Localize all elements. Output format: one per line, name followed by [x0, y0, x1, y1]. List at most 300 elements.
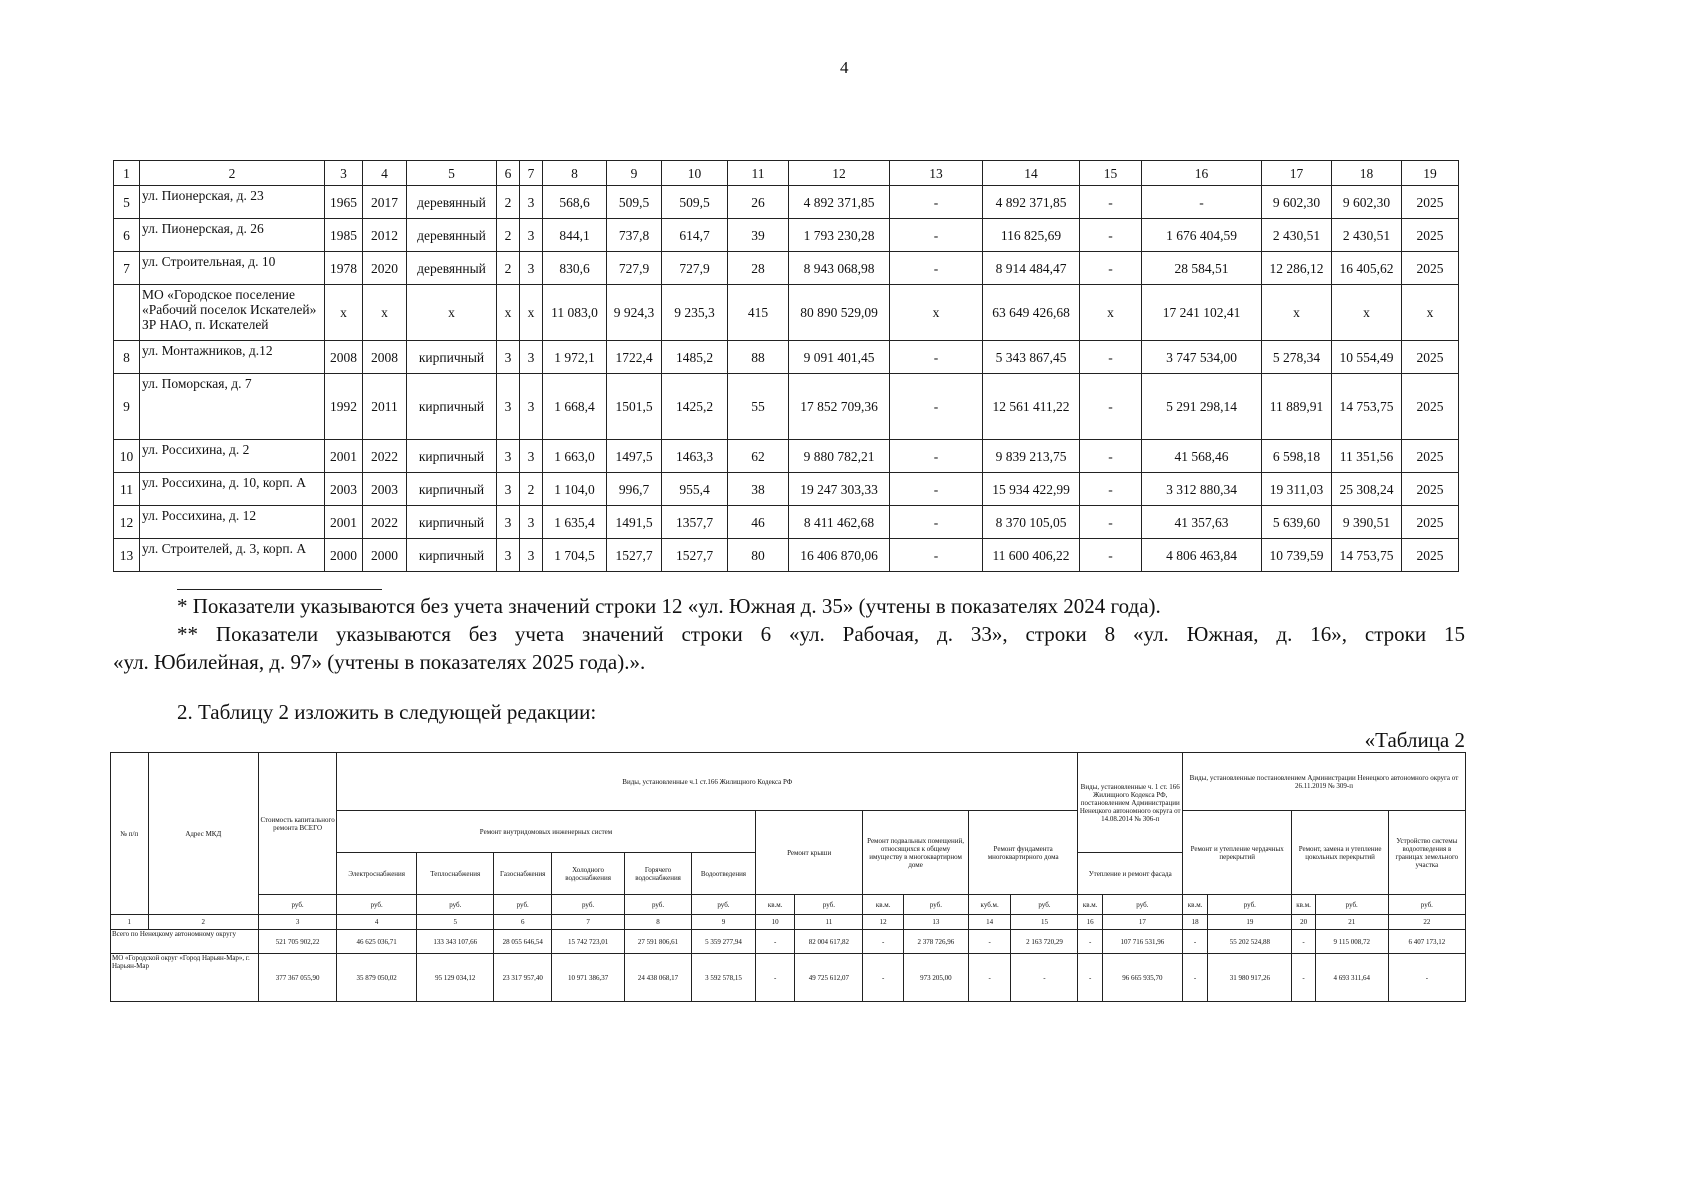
table-cell: 16 406 870,06 — [789, 539, 890, 572]
table-cell: МО «Городской округ «Город Нарьян-Мар», г. Нарьян-Мар — [111, 954, 259, 1002]
table-cell: 844,1 — [543, 219, 607, 252]
table-cell: 2025 — [1402, 440, 1459, 473]
table-cell: 95 129 034,12 — [417, 954, 494, 1002]
column-number-cell: 6 — [494, 915, 552, 930]
table-cell: 26 — [728, 186, 789, 219]
table-cell: 3 312 880,34 — [1142, 473, 1262, 506]
table-cell: 6 598,18 — [1262, 440, 1332, 473]
table-cell: 8 411 462,68 — [789, 506, 890, 539]
table-cell: 62 — [728, 440, 789, 473]
table-cell: 1527,7 — [607, 539, 662, 572]
table-cell: 377 367 055,90 — [259, 954, 337, 1002]
table-cell: 1 668,4 — [543, 374, 607, 440]
unit-cell: руб. — [903, 895, 968, 915]
table-cell: 2022 — [363, 440, 407, 473]
table-cell: 3 — [497, 506, 520, 539]
table-2-numbers-row — [111, 915, 1466, 930]
table-cell: 4 892 371,85 — [983, 186, 1080, 219]
table-cell: 2008 — [363, 341, 407, 374]
table-1-col-number: 3 — [325, 161, 363, 186]
table-cell: ул. Россихина, д. 10, корп. А — [140, 473, 325, 506]
table-cell: 6 407 173,12 — [1388, 930, 1465, 954]
table-cell: 1 104,0 — [543, 473, 607, 506]
table-cell: кирпичный — [407, 440, 497, 473]
table-row — [114, 285, 1459, 341]
th-basement: Ремонт подвальных помещений, относящихся к общему имуществу в многоквартирном доме — [863, 811, 968, 895]
table-cell: - — [1080, 374, 1142, 440]
table-cell: - — [1080, 539, 1142, 572]
table-cell: 2 — [520, 473, 543, 506]
table-cell: 3 — [497, 539, 520, 572]
table-cell: 24 438 068,17 — [625, 954, 692, 1002]
table-cell: - — [968, 954, 1011, 1002]
table-cell: x — [1080, 285, 1142, 341]
th-sub-cold-water: Холодного водоснабжения — [552, 853, 625, 895]
table-cell: 14 753,75 — [1332, 374, 1402, 440]
table-cell: - — [1011, 954, 1078, 1002]
column-number-cell: 17 — [1102, 915, 1182, 930]
table-cell: 2025 — [1402, 506, 1459, 539]
table-cell: - — [863, 930, 904, 954]
table-cell: 31 980 917,26 — [1208, 954, 1292, 1002]
table-cell: 2001 — [325, 506, 363, 539]
column-number-cell: 22 — [1388, 915, 1465, 930]
table-1-col-number: 16 — [1142, 161, 1262, 186]
th-roof: Ремонт крыши — [755, 811, 862, 895]
table-cell: ул. Пионерская, д. 26 — [140, 219, 325, 252]
table-cell: 10 739,59 — [1262, 539, 1332, 572]
table-cell: ул. Россихина, д. 12 — [140, 506, 325, 539]
table-cell: 8 914 484,47 — [983, 252, 1080, 285]
table-cell — [114, 285, 140, 341]
table-row — [114, 219, 1459, 252]
table-cell: 1497,5 — [607, 440, 662, 473]
unit-cell: кв.м. — [863, 895, 904, 915]
th-sub-hot-water: Горячего водоснабжения — [625, 853, 692, 895]
table-cell: 737,8 — [607, 219, 662, 252]
table-cell: 19 247 303,33 — [789, 473, 890, 506]
table-cell: 727,9 — [662, 252, 728, 285]
table-cell: 2025 — [1402, 219, 1459, 252]
table-cell: - — [1142, 186, 1262, 219]
table-cell: 1463,3 — [662, 440, 728, 473]
column-number-cell: 10 — [755, 915, 795, 930]
table-cell: 5 343 867,45 — [983, 341, 1080, 374]
column-number-cell: 11 — [795, 915, 863, 930]
th-drainage: Устройство системы водоотведения в границах земельного участка — [1388, 811, 1465, 895]
footnote-2-line-2: «ул. Юбилейная, д. 97» (учтены в показателях 2025 года).». — [113, 650, 646, 674]
th-sub-heat: Теплоснабжения — [417, 853, 494, 895]
unit-cell: руб. — [259, 895, 337, 915]
unit-cell: руб. — [552, 895, 625, 915]
table-cell: - — [1080, 186, 1142, 219]
table-cell: 9 924,3 — [607, 285, 662, 341]
table-cell: 15 742 723,01 — [552, 930, 625, 954]
table-cell: 996,7 — [607, 473, 662, 506]
table-cell: 1501,5 — [607, 374, 662, 440]
table-cell: 12 286,12 — [1262, 252, 1332, 285]
table-cell: кирпичный — [407, 341, 497, 374]
table-cell: ул. Пионерская, д. 23 — [140, 186, 325, 219]
table-cell: 2025 — [1402, 186, 1459, 219]
table-cell: 2 — [497, 219, 520, 252]
table-cell: 1978 — [325, 252, 363, 285]
table-cell: 11 600 406,22 — [983, 539, 1080, 572]
table-cell: 3 — [497, 440, 520, 473]
table-cell: 9 602,30 — [1332, 186, 1402, 219]
table-row — [114, 186, 1459, 219]
th-sub-gas: Газоснабжения — [494, 853, 552, 895]
table-cell: 2011 — [363, 374, 407, 440]
table-cell: 2017 — [363, 186, 407, 219]
table-cell: 2 163 720,29 — [1011, 930, 1078, 954]
table-cell: 1 972,1 — [543, 341, 607, 374]
table-cell: 10 — [114, 440, 140, 473]
table-cell: - — [1292, 954, 1315, 1002]
table-1-col-number: 4 — [363, 161, 407, 186]
unit-cell: руб. — [1011, 895, 1078, 915]
table-cell: 82 004 617,82 — [795, 930, 863, 954]
table-cell: 63 649 426,68 — [983, 285, 1080, 341]
table-1-col-number: 6 — [497, 161, 520, 186]
table-cell: 17 852 709,36 — [789, 374, 890, 440]
table-cell: - — [890, 186, 983, 219]
table-cell: 3 — [497, 473, 520, 506]
column-number-cell: 18 — [1182, 915, 1207, 930]
table-cell: - — [968, 930, 1011, 954]
table-cell: - — [890, 219, 983, 252]
th-foundation: Ремонт фундамента многоквартирного дома — [968, 811, 1078, 895]
table-cell: 107 716 531,96 — [1102, 930, 1182, 954]
th-sub-electric: Электроснабжения — [337, 853, 417, 895]
table-1-col-number: 1 — [114, 161, 140, 186]
table-2-units-row — [111, 895, 1466, 915]
table-cell: 38 — [728, 473, 789, 506]
column-number-cell: 4 — [337, 915, 417, 930]
table-cell: - — [1388, 954, 1465, 1002]
table-row — [114, 374, 1459, 440]
table-cell: 5 278,34 — [1262, 341, 1332, 374]
th-cellar: Ремонт, замена и утепление цокольных перекрытий — [1292, 811, 1388, 895]
table-cell: - — [1182, 930, 1207, 954]
table-1-col-number: 10 — [662, 161, 728, 186]
unit-cell: руб. — [1102, 895, 1182, 915]
unit-cell: руб. — [1315, 895, 1388, 915]
table-cell: ул. Строительная, д. 10 — [140, 252, 325, 285]
table-cell: 9 — [114, 374, 140, 440]
column-number-cell: 5 — [417, 915, 494, 930]
table-row — [111, 954, 1466, 1002]
table-cell: 3 — [497, 341, 520, 374]
instruction-text: 2. Таблицу 2 изложить в следующей редакции: — [177, 700, 597, 724]
table-cell: 8 — [114, 341, 140, 374]
column-number-cell: 13 — [903, 915, 968, 930]
table-cell: 7 — [114, 252, 140, 285]
footnote-rule — [177, 589, 382, 590]
table-cell: - — [1080, 219, 1142, 252]
table-cell: 2000 — [363, 539, 407, 572]
table-cell: 55 202 524,88 — [1208, 930, 1292, 954]
th-sub-drain: Водоотведения — [692, 853, 756, 895]
unit-cell: кв.м. — [1292, 895, 1315, 915]
table-cell: ул. Монтажников, д.12 — [140, 341, 325, 374]
table-cell: 3 592 578,15 — [692, 954, 756, 1002]
table-cell: - — [755, 954, 795, 1002]
table-cell: 3 — [520, 341, 543, 374]
table-cell: 14 753,75 — [1332, 539, 1402, 572]
table-1-col-number: 18 — [1332, 161, 1402, 186]
footnote-1: * Показатели указываются без учета значений строки 12 «ул. Южная д. 35» (учтены в показателях 2024 года). — [177, 594, 1161, 618]
table-cell: 3 — [520, 440, 543, 473]
table-cell: 2 378 726,96 — [903, 930, 968, 954]
table-cell: x — [497, 285, 520, 341]
table-cell: 2 — [497, 252, 520, 285]
table-cell: - — [890, 252, 983, 285]
table-row — [114, 341, 1459, 374]
table-cell: 1425,2 — [662, 374, 728, 440]
table-cell: 3 — [520, 252, 543, 285]
unit-cell: руб. — [494, 895, 552, 915]
table-row — [114, 252, 1459, 285]
table-cell: 1527,7 — [662, 539, 728, 572]
table-1-col-number: 12 — [789, 161, 890, 186]
unit-cell: руб. — [795, 895, 863, 915]
table-cell: 9 839 213,75 — [983, 440, 1080, 473]
table-cell: 2003 — [325, 473, 363, 506]
unit-cell: руб. — [625, 895, 692, 915]
table-1-col-number: 14 — [983, 161, 1080, 186]
table-row — [111, 930, 1466, 954]
th-group-2: Виды, установленные ч. 1 ст. 166 Жилищного Кодекса РФ, постановлением Администрации Ненецкого автономного округа от 14.08.2014 № 306-п — [1078, 753, 1182, 853]
unit-cell: руб. — [337, 895, 417, 915]
table-cell: 2025 — [1402, 473, 1459, 506]
table-cell: 4 806 463,84 — [1142, 539, 1262, 572]
table-cell: 96 665 935,70 — [1102, 954, 1182, 1002]
th-num: № п/п — [111, 753, 149, 915]
table-cell: 1357,7 — [662, 506, 728, 539]
table-cell: 35 879 050,02 — [337, 954, 417, 1002]
table-cell: 5 639,60 — [1262, 506, 1332, 539]
column-number-cell: 3 — [259, 915, 337, 930]
table-cell: деревянный — [407, 252, 497, 285]
th-group-1: Виды, установленные ч.1 ст.166 Жилищного Кодекса РФ — [337, 753, 1078, 811]
table-cell: 12 — [114, 506, 140, 539]
table-cell: 41 568,46 — [1142, 440, 1262, 473]
table-cell: 49 725 612,07 — [795, 954, 863, 1002]
table-cell: 8 370 105,05 — [983, 506, 1080, 539]
table-cell: 2025 — [1402, 252, 1459, 285]
table-cell: - — [1080, 440, 1142, 473]
table-cell: 3 — [520, 539, 543, 572]
table-cell: x — [1332, 285, 1402, 341]
table-row — [114, 440, 1459, 473]
table-cell: 1 635,4 — [543, 506, 607, 539]
table-cell: - — [1080, 473, 1142, 506]
table-cell: кирпичный — [407, 473, 497, 506]
table-cell: 509,5 — [662, 186, 728, 219]
table-1-col-number: 13 — [890, 161, 983, 186]
table-cell: 6 — [114, 219, 140, 252]
table-cell: кирпичный — [407, 506, 497, 539]
column-number-cell: 21 — [1315, 915, 1388, 930]
table-cell: 80 — [728, 539, 789, 572]
table-cell: 614,7 — [662, 219, 728, 252]
table-cell: деревянный — [407, 186, 497, 219]
table-cell: 4 892 371,85 — [789, 186, 890, 219]
table-cell: ул. Строителей, д. 3, корп. А — [140, 539, 325, 572]
column-number-cell: 19 — [1208, 915, 1292, 930]
table-cell: - — [1080, 341, 1142, 374]
table-cell: 1491,5 — [607, 506, 662, 539]
column-number-cell: 16 — [1078, 915, 1102, 930]
th-facade: Утепление и ремонт фасада — [1078, 853, 1182, 895]
column-number-cell: 12 — [863, 915, 904, 930]
table-cell: 955,4 — [662, 473, 728, 506]
table-cell: - — [1078, 930, 1102, 954]
table-cell: 1 676 404,59 — [1142, 219, 1262, 252]
table-1 — [113, 160, 1459, 572]
table-cell: - — [1292, 930, 1315, 954]
table-cell: 12 561 411,22 — [983, 374, 1080, 440]
table-cell: 15 934 422,99 — [983, 473, 1080, 506]
table-cell: 2 430,51 — [1332, 219, 1402, 252]
table-cell: 509,5 — [607, 186, 662, 219]
table-cell: 1 663,0 — [543, 440, 607, 473]
table-cell: 1985 — [325, 219, 363, 252]
table-1-col-number: 5 — [407, 161, 497, 186]
table-cell: 3 747 534,00 — [1142, 341, 1262, 374]
table-cell: 521 705 902,22 — [259, 930, 337, 954]
table-cell: 9 235,3 — [662, 285, 728, 341]
table-cell: 3 — [520, 374, 543, 440]
table-cell: 2003 — [363, 473, 407, 506]
table-cell: - — [890, 473, 983, 506]
table-cell: 5 291 298,14 — [1142, 374, 1262, 440]
table-1-header-row — [114, 161, 1459, 186]
table-1-col-number: 7 — [520, 161, 543, 186]
unit-cell: руб. — [692, 895, 756, 915]
table-cell: 2000 — [325, 539, 363, 572]
column-number-cell: 7 — [552, 915, 625, 930]
table-cell: 46 — [728, 506, 789, 539]
table-cell: 1965 — [325, 186, 363, 219]
table-cell: МО «Городское поселение «Рабочий поселок Искателей» ЗР НАО, п. Искателей — [140, 285, 325, 341]
table-cell: 9 091 401,45 — [789, 341, 890, 374]
table-cell: 10 554,49 — [1332, 341, 1402, 374]
column-number-cell: 9 — [692, 915, 756, 930]
table-row — [114, 506, 1459, 539]
table-cell: - — [755, 930, 795, 954]
table-cell: x — [520, 285, 543, 341]
table-cell: 2012 — [363, 219, 407, 252]
table-cell: 46 625 036,71 — [337, 930, 417, 954]
table-cell: кирпичный — [407, 539, 497, 572]
table-cell: 1485,2 — [662, 341, 728, 374]
table-cell: x — [325, 285, 363, 341]
table-cell: 415 — [728, 285, 789, 341]
table-cell: 11 — [114, 473, 140, 506]
page-number: 4 — [840, 58, 849, 77]
table-cell: 2 — [497, 186, 520, 219]
table-1-col-number: 15 — [1080, 161, 1142, 186]
unit-cell: кв.м. — [1078, 895, 1102, 915]
table-cell: 10 971 386,37 — [552, 954, 625, 1002]
column-number-cell: 2 — [148, 915, 259, 930]
table-row — [114, 539, 1459, 572]
table-1-col-number: 19 — [1402, 161, 1459, 186]
table-cell: 3 — [520, 186, 543, 219]
table-cell: 3 — [520, 506, 543, 539]
footnote-2-line-1: ** Показатели указываются без учета значений строки 6 «ул. Рабочая, д. 33», строки 8 «ул. Южная, д. 16», строки 15 — [177, 622, 1465, 646]
table-cell: 80 890 529,09 — [789, 285, 890, 341]
table-cell: Всего по Ненецкому автономному округу — [111, 930, 259, 954]
th-engineering: Ремонт внутридомовых инженерных систем — [337, 811, 756, 853]
table-cell: 55 — [728, 374, 789, 440]
table-cell: - — [1080, 506, 1142, 539]
table-cell: - — [890, 539, 983, 572]
table-cell: 2025 — [1402, 341, 1459, 374]
table-1-col-number: 9 — [607, 161, 662, 186]
unit-cell: руб. — [417, 895, 494, 915]
table-cell: 39 — [728, 219, 789, 252]
table-2 — [110, 752, 1466, 1002]
table-cell: 25 308,24 — [1332, 473, 1402, 506]
unit-cell: руб. — [1208, 895, 1292, 915]
table-cell: 2008 — [325, 341, 363, 374]
table-cell: 17 241 102,41 — [1142, 285, 1262, 341]
table-cell: 1722,4 — [607, 341, 662, 374]
column-number-cell: 8 — [625, 915, 692, 930]
table-cell: 23 317 957,40 — [494, 954, 552, 1002]
table-1-col-number: 8 — [543, 161, 607, 186]
table-cell: 3 — [497, 374, 520, 440]
table-cell: x — [363, 285, 407, 341]
table-1-col-number: 17 — [1262, 161, 1332, 186]
table-cell: - — [1080, 252, 1142, 285]
table-cell: 28 — [728, 252, 789, 285]
table-cell: 9 880 782,21 — [789, 440, 890, 473]
table-cell: - — [1182, 954, 1207, 1002]
th-group-3: Виды, установленные постановлением Администрации Ненецкого автономного округа от 26.11.2019 № 309-п — [1182, 753, 1465, 811]
table-cell: 2 430,51 — [1262, 219, 1332, 252]
table-cell: 2020 — [363, 252, 407, 285]
table-cell: 3 — [520, 219, 543, 252]
table-cell: - — [1078, 954, 1102, 1002]
table-cell: 11 083,0 — [543, 285, 607, 341]
table-2-label: «Таблица 2 — [1364, 728, 1465, 752]
column-number-cell: 14 — [968, 915, 1011, 930]
table-cell: - — [890, 440, 983, 473]
table-cell: 11 351,56 — [1332, 440, 1402, 473]
table-cell: кирпичный — [407, 374, 497, 440]
table-cell: 13 — [114, 539, 140, 572]
table-cell: 5 — [114, 186, 140, 219]
table-1-col-number: 2 — [140, 161, 325, 186]
table-cell: ул. Поморская, д. 7 — [140, 374, 325, 440]
table-cell: 9 602,30 — [1262, 186, 1332, 219]
unit-cell: кв.м. — [755, 895, 795, 915]
th-attic: Ремонт и утепление чердачных перекрытий — [1182, 811, 1292, 895]
table-cell: x — [1262, 285, 1332, 341]
table-cell: x — [407, 285, 497, 341]
table-cell: 4 693 311,64 — [1315, 954, 1388, 1002]
table-cell: ул. Россихина, д. 2 — [140, 440, 325, 473]
table-cell: 11 889,91 — [1262, 374, 1332, 440]
table-cell: 727,9 — [607, 252, 662, 285]
unit-cell: куб.м. — [968, 895, 1011, 915]
table-cell: деревянный — [407, 219, 497, 252]
table-cell: 2025 — [1402, 374, 1459, 440]
